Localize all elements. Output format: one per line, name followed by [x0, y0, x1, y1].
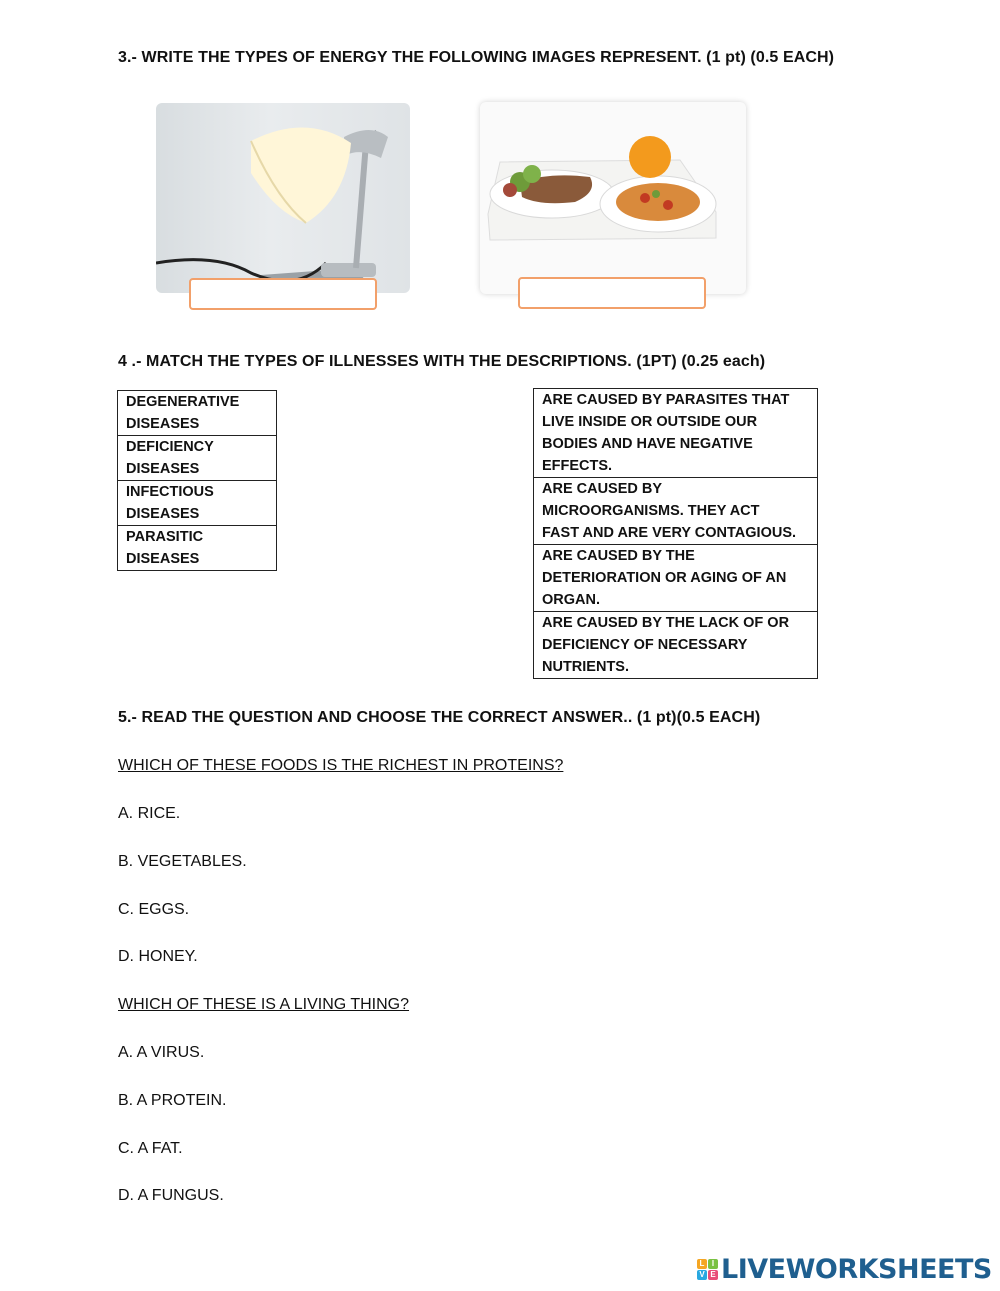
section3-title: 3.- WRITE THE TYPES OF ENERGY THE FOLLOWING IMAGES REPRESENT. (1 pt) (0.5 EACH): [118, 49, 835, 66]
logo-mark-cell: V: [697, 1270, 707, 1280]
q1-option-c[interactable]: C. EGGS.: [118, 901, 190, 918]
illness-type-cell[interactable]: PARASITIC DISEASES: [118, 526, 277, 571]
description-cell[interactable]: ARE CAUSED BY MICROORGANISMS. THEY ACT FAST AND ARE VERY CONTAGIOUS.: [534, 478, 818, 545]
illness-types-table: [117, 390, 277, 571]
logo-mark-cell: I: [708, 1259, 718, 1269]
q2-option-d[interactable]: D. A FUNGUS.: [118, 1187, 224, 1204]
section5-title: 5.- READ THE QUESTION AND CHOOSE THE CORRECT ANSWER.. (1 pt)(0.5 EACH): [118, 709, 761, 726]
logo-mark-cell: E: [708, 1270, 718, 1280]
description-cell[interactable]: ARE CAUSED BY PARASITES THAT LIVE INSIDE OR OUTSIDE OUR BODIES AND HAVE NEGATIVE EFFECTS.: [534, 389, 818, 478]
illness-descriptions-table: [533, 388, 818, 679]
energy-answer-field-2[interactable]: [518, 277, 706, 309]
table-row[interactable]: [118, 481, 277, 526]
food-tray-image: [480, 102, 746, 294]
illness-type-cell[interactable]: DEGENERATIVE DISEASES: [118, 391, 277, 436]
logo-mark-icon: [697, 1259, 718, 1280]
description-cell[interactable]: ARE CAUSED BY THE LACK OF OR DEFICIENCY OF NECESSARY NUTRIENTS.: [534, 612, 818, 679]
table-row[interactable]: [118, 436, 277, 481]
table-row[interactable]: [534, 389, 818, 478]
desk-lamp-image: [156, 103, 410, 293]
table-row[interactable]: [534, 478, 818, 545]
q2-option-a[interactable]: A. A VIRUS.: [118, 1044, 205, 1061]
q1-option-d[interactable]: D. HONEY.: [118, 948, 198, 965]
energy-answer-input-1[interactable]: [191, 280, 375, 308]
illness-type-cell[interactable]: INFECTIOUS DISEASES: [118, 481, 277, 526]
logo-text: LIVEWORKSHEETS: [721, 1254, 992, 1285]
question-2: WHICH OF THESE IS A LIVING THING?: [118, 996, 410, 1013]
logo-mark-cell: L: [697, 1259, 707, 1269]
q1-option-b[interactable]: B. VEGETABLES.: [118, 853, 247, 870]
table-row[interactable]: [118, 391, 277, 436]
q1-option-a[interactable]: A. RICE.: [118, 805, 181, 822]
q2-option-c[interactable]: C. A FAT.: [118, 1140, 183, 1157]
energy-answer-input-2[interactable]: [520, 279, 704, 307]
illness-type-cell[interactable]: DEFICIENCY DISEASES: [118, 436, 277, 481]
table-row[interactable]: [534, 612, 818, 679]
liveworksheets-logo: [697, 1254, 992, 1285]
section4-title: 4 .- MATCH THE TYPES OF ILLNESSES WITH THE DESCRIPTIONS. (1PT) (0.25 each): [118, 353, 766, 370]
q2-option-b[interactable]: B. A PROTEIN.: [118, 1092, 227, 1109]
description-cell[interactable]: ARE CAUSED BY THE DETERIORATION OR AGING OF AN ORGAN.: [534, 545, 818, 612]
table-row[interactable]: [534, 545, 818, 612]
energy-answer-field-1[interactable]: [189, 278, 377, 310]
question-1: WHICH OF THESE FOODS IS THE RICHEST IN PROTEINS?: [118, 757, 564, 774]
table-row[interactable]: [118, 526, 277, 571]
